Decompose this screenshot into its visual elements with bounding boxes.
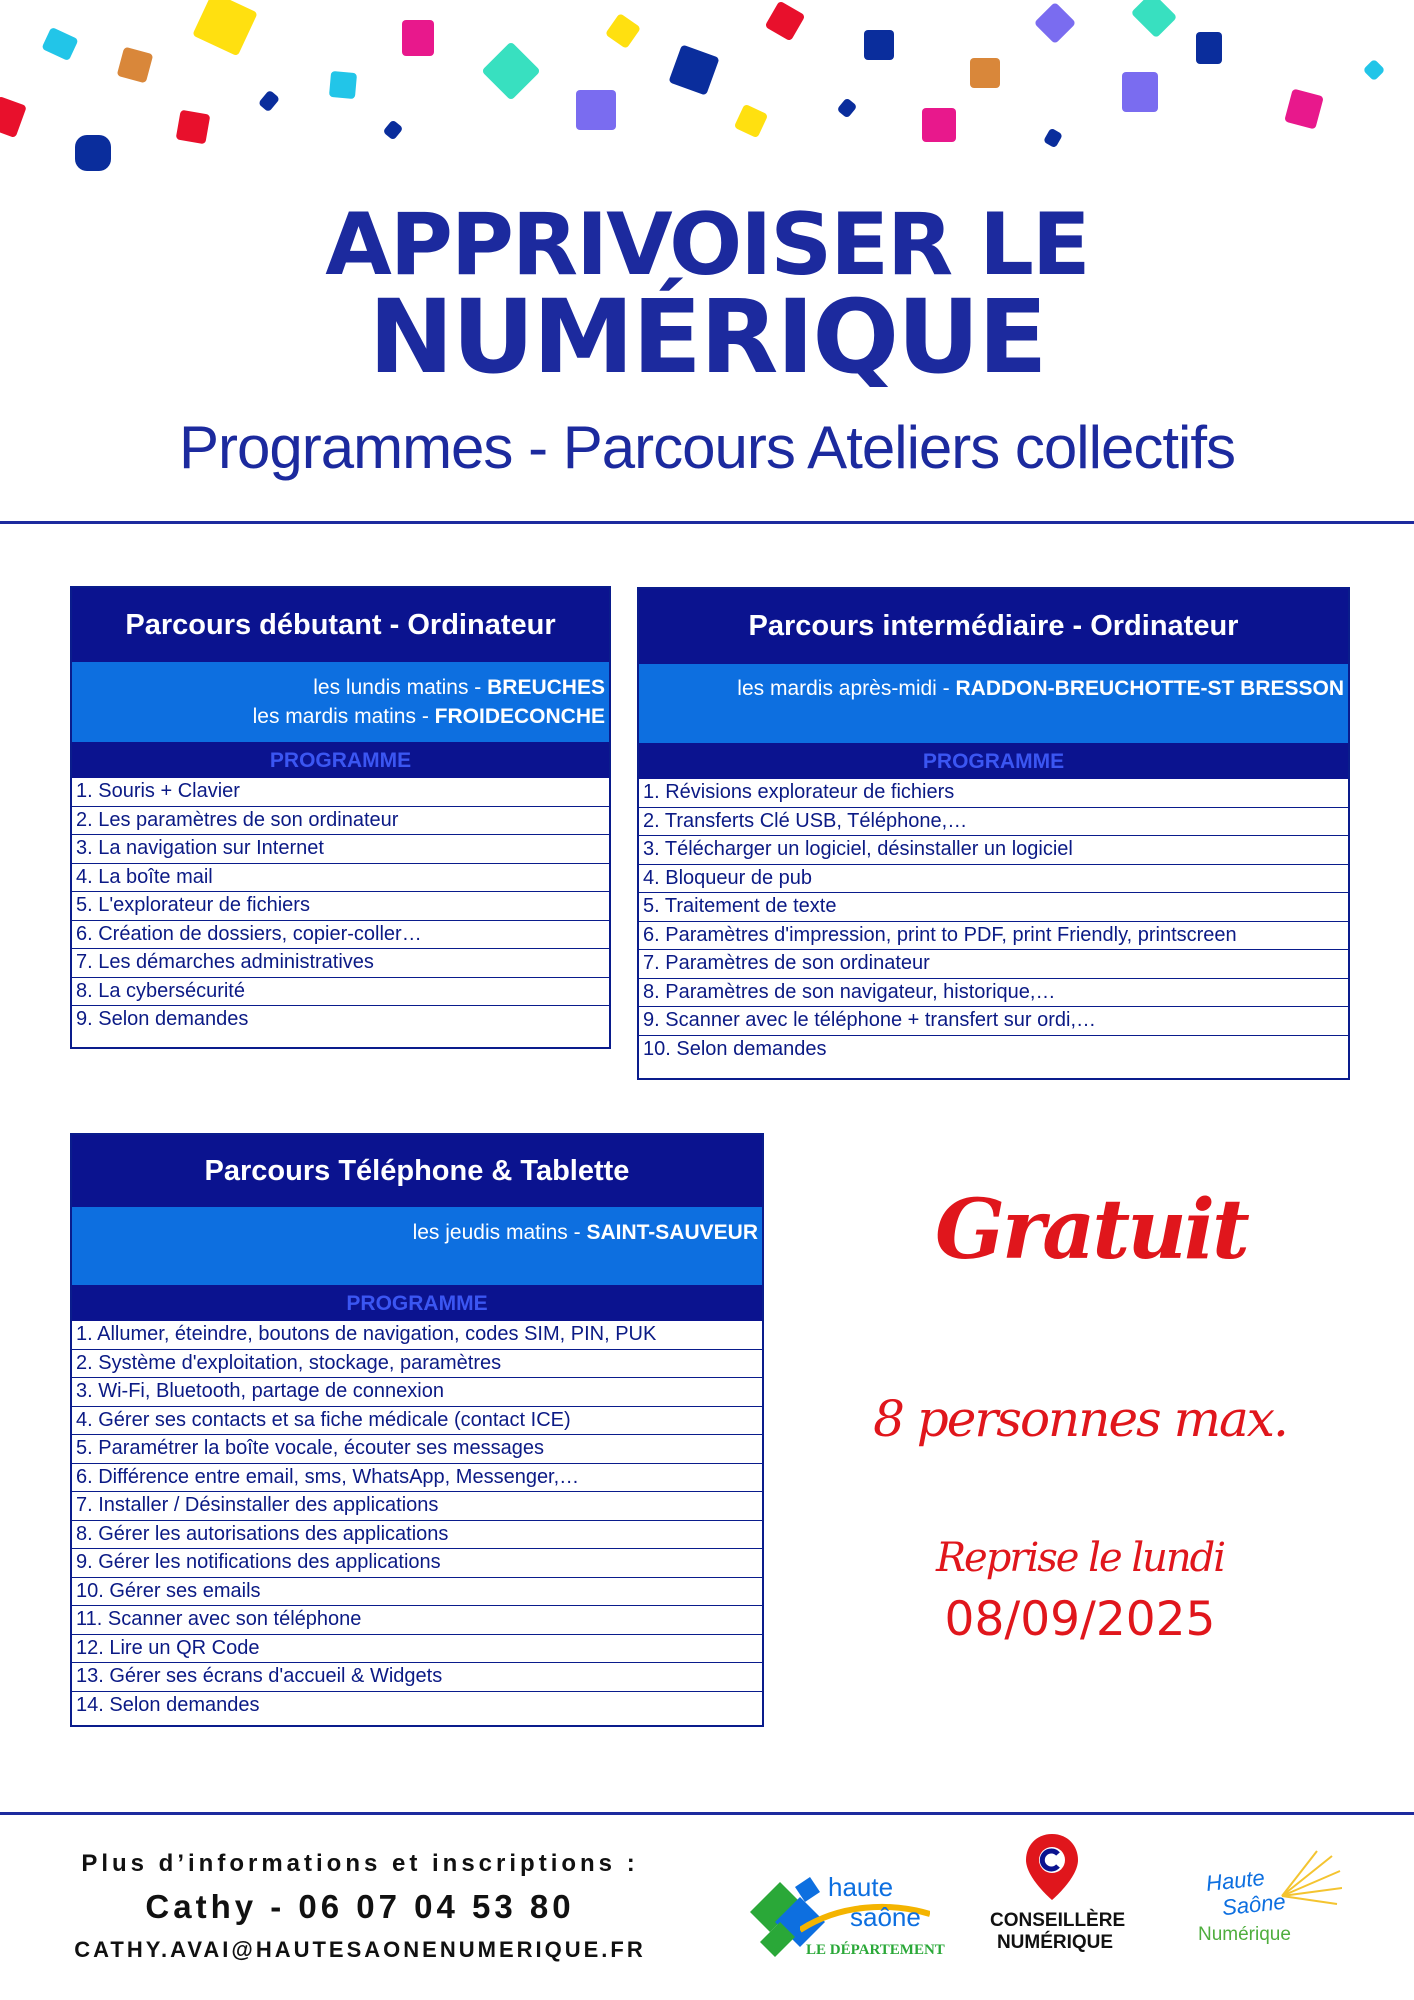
page-subtitle: Programmes - Parcours Ateliers collectifs	[179, 414, 1235, 481]
logo-text: Saône	[1220, 1888, 1287, 1921]
logo-text: Numérique	[1198, 1924, 1291, 1945]
list-item: 7. Paramètres de son ordinateur	[639, 950, 1348, 979]
list-item: 13. Gérer ses écrans d'accueil & Widgets	[72, 1663, 762, 1692]
confetti-piece	[192, 0, 258, 56]
contact-heading: Plus d’informations et inscriptions :	[81, 1850, 639, 1877]
confetti-piece	[605, 13, 641, 49]
confetti-piece	[1043, 128, 1063, 149]
list-item: 11. Scanner avec son téléphone	[72, 1606, 762, 1635]
confetti-piece	[176, 110, 211, 145]
list-item: 8. Gérer les autorisations des applications	[72, 1521, 762, 1550]
map-pin-icon	[1022, 1832, 1082, 1902]
course-card-intermediate	[637, 587, 1350, 1080]
list-item: 14. Selon demandes	[76, 1693, 260, 1716]
haute-saone-numerique-logo	[1192, 1846, 1352, 1956]
confetti-piece	[75, 135, 111, 171]
list-item: 7. Les démarches administratives	[72, 949, 609, 978]
course-schedule	[72, 662, 609, 742]
logo-text: NUMÉRIQUE	[996, 1932, 1114, 1953]
list-item: 8. Paramètres de son navigateur, historique,…	[639, 979, 1348, 1008]
confetti-piece	[117, 47, 154, 84]
footer-divider	[0, 1812, 1414, 1815]
confetti-piece	[402, 20, 434, 56]
list-item: 2. Système d'exploitation, stockage, paramètres	[72, 1350, 762, 1379]
list-item: 6. Création de dossiers, copier-coller…	[72, 921, 609, 950]
course-title: Parcours Téléphone & Tablette	[72, 1135, 762, 1207]
logo-tagline: LE DÉPARTEMENT	[806, 1942, 945, 1958]
confetti-piece	[1122, 72, 1158, 112]
resume-label: Reprise le lundi	[935, 1535, 1225, 1581]
header-divider	[0, 521, 1414, 524]
programme-list	[639, 779, 1348, 1063]
list-item: 4. Bloqueur de pub	[639, 865, 1348, 894]
programme-label: PROGRAMME	[72, 742, 609, 778]
confetti-piece	[0, 96, 27, 138]
confetti-piece	[668, 44, 719, 95]
list-item: 12. Lire un QR Code	[72, 1635, 762, 1664]
list-item: 6. Différence entre email, sms, WhatsApp, Messenger,…	[72, 1464, 762, 1493]
list-item: 5. Traitement de texte	[639, 893, 1348, 922]
logo-text: CONSEILLÈRE	[990, 1910, 1126, 1931]
confetti-piece	[1363, 59, 1386, 82]
confetti-piece	[1196, 32, 1222, 64]
schedule-line: les jeudis matins - SAINT-SAUVEUR	[412, 1221, 758, 1244]
list-item: 2. Les paramètres de son ordinateur	[72, 807, 609, 836]
list-item: 4. La boîte mail	[72, 864, 609, 893]
resume-date: 08/09/2025	[944, 1592, 1216, 1647]
list-item: 4. Gérer ses contacts et sa fiche médicale (contact ICE)	[72, 1407, 762, 1436]
page-title-line1: APPRIVOISER LE	[325, 195, 1089, 295]
confetti-piece	[576, 90, 616, 130]
confetti-piece	[1131, 0, 1178, 38]
course-title: Parcours intermédiaire - Ordinateur	[639, 589, 1348, 664]
list-item: 8. La cybersécurité	[72, 978, 609, 1007]
list-item: 1. Allumer, éteindre, boutons de navigation, codes SIM, PIN, PUK	[72, 1321, 762, 1350]
capacity-label: 8 personnes max.	[873, 1390, 1287, 1448]
programme-list	[72, 1321, 762, 1719]
confetti-piece	[836, 97, 857, 118]
course-card-mobile	[70, 1133, 764, 1727]
list-item: 9. Selon demandes	[76, 1008, 249, 1030]
list-item: 3. Wi-Fi, Bluetooth, partage de connexion	[72, 1378, 762, 1407]
programme-label: PROGRAMME	[639, 743, 1348, 779]
confetti-piece	[1034, 2, 1076, 44]
logo-text: Haute	[1204, 1865, 1266, 1897]
price-label: Gratuit	[935, 1182, 1247, 1278]
confetti-piece	[864, 30, 894, 60]
page-title-line2: NUMÉRIQUE	[368, 278, 1046, 397]
schedule-line: les mardis matins - FROIDECONCHE	[252, 705, 605, 728]
contact-name-phone[interactable]: Cathy - 06 07 04 53 80	[145, 1888, 575, 1925]
conseillere-numerique-logo	[990, 1832, 1160, 1962]
logo-text: haute	[828, 1872, 894, 1902]
confetti-piece	[382, 119, 403, 140]
programme-list	[72, 778, 609, 1034]
confetti-piece	[41, 27, 78, 61]
list-item: 3. Télécharger un logiciel, désinstaller un logiciel	[639, 836, 1348, 865]
confetti-piece	[1284, 88, 1324, 129]
list-item: 6. Paramètres d'impression, print to PDF, print Friendly, printscreen	[639, 922, 1348, 951]
list-item: 3. La navigation sur Internet	[72, 835, 609, 864]
confetti-piece	[765, 1, 806, 42]
confetti-piece	[329, 71, 357, 99]
list-item: 1. Révisions explorateur de fichiers	[639, 779, 1348, 808]
list-item: 10. Gérer ses emails	[72, 1578, 762, 1607]
confetti-piece	[258, 90, 280, 113]
schedule-line: les lundis matins - BREUCHES	[313, 676, 605, 699]
programme-label: PROGRAMME	[72, 1285, 762, 1321]
course-schedule	[72, 1207, 762, 1285]
course-card-beginner	[70, 586, 611, 1049]
confetti-piece	[481, 41, 540, 100]
list-item: 1. Souris + Clavier	[72, 778, 609, 807]
course-title: Parcours débutant - Ordinateur	[72, 588, 609, 662]
confetti-piece	[970, 58, 1000, 88]
schedule-line: les mardis après-midi - RADDON-BREUCHOTTE-ST BRESSON	[737, 677, 1344, 700]
haute-saone-departement-logo	[740, 1872, 960, 1964]
confetti-piece	[734, 104, 769, 139]
list-item: 2. Transferts Clé USB, Téléphone,…	[639, 808, 1348, 837]
list-item: 7. Installer / Désinstaller des applications	[72, 1492, 762, 1521]
contact-email[interactable]: CATHY.AVAI@HAUTESAONENUMERIQUE.FR	[74, 1937, 646, 1962]
list-item: 9. Gérer les notifications des applications	[72, 1549, 762, 1578]
list-item: 5. L'explorateur de fichiers	[72, 892, 609, 921]
list-item: 9. Scanner avec le téléphone + transfert sur ordi,…	[639, 1007, 1348, 1036]
list-item: 5. Paramétrer la boîte vocale, écouter ses messages	[72, 1435, 762, 1464]
confetti-piece	[922, 108, 956, 142]
logo-text: saône	[850, 1902, 921, 1932]
course-schedule	[639, 664, 1348, 743]
list-item: 10. Selon demandes	[643, 1037, 827, 1060]
